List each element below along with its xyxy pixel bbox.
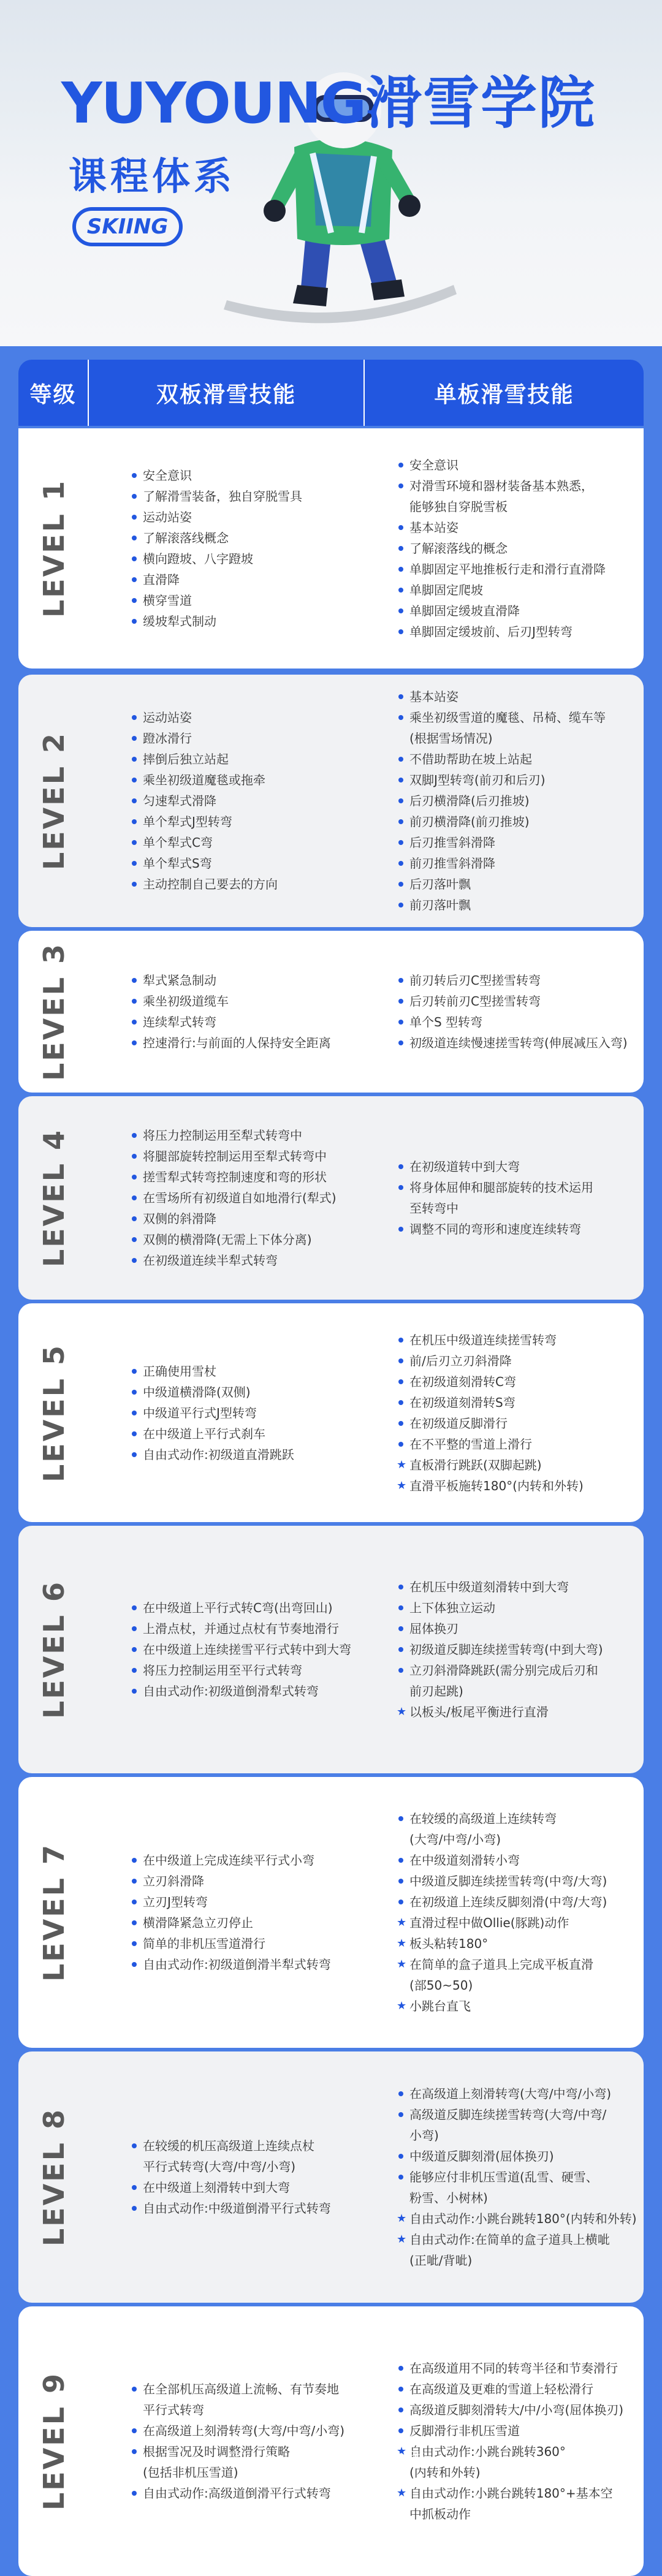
level-label: LEVEL 8 [37, 2107, 70, 2247]
skill-item: 前刃推雪斜滑降 [398, 853, 637, 874]
skill-item: 在中级道上平行式刹车 [132, 1423, 359, 1444]
skill-item: 中级道平行式J型转弯 [132, 1403, 359, 1423]
single-board-skills [365, 1777, 644, 2048]
skill-item: 单脚固定缓坡前、后刃J型转弯 [398, 621, 637, 642]
skill-item: 上下体独立运动 [398, 1597, 637, 1618]
skill-item: ★ 以板头/板尾平衡进行直滑 [398, 1702, 637, 1722]
skill-item: 单脚固定爬坡 [398, 580, 637, 600]
level-cell [18, 1303, 89, 1522]
skill-item: (包括非机压雪道) [143, 2465, 238, 2480]
skill-item: 乘坐初级雪道的魔毯、吊椅、缆车等 [398, 707, 637, 728]
skill-item: 粉雪、小树林) [409, 2191, 488, 2205]
skill-item: 将腿部旋转控制运用至犁式转弯中 [132, 1146, 359, 1167]
skill-item: 初级道反脚连续搓雪转弯(中到大弯) [398, 1639, 637, 1660]
table-row [18, 1526, 644, 1773]
level-cell [18, 2051, 89, 2303]
skill-item: 将身体屈伸和腿部旋转的技术运用 [398, 1177, 637, 1198]
double-board-skills [89, 1777, 365, 2048]
skill-item: 了解滚落线概念 [132, 528, 359, 548]
skill-item: 双侧的横滑降(无需上下体分离) [132, 1229, 359, 1250]
skill-item: 平行式转弯(大弯/中弯/小弯) [143, 2159, 296, 2174]
skill-item: 屈体换刃 [398, 1618, 637, 1639]
skill-item: 在初级道上连续反脚刻滑(中弯/大弯) [398, 1892, 637, 1912]
skill-item: 匀速犁式滑降 [132, 790, 359, 811]
skill-item: 前/后刃立刃斜滑降 [398, 1351, 637, 1371]
skill-item: 自由式动作:中级道倒滑平行式转弯 [132, 2198, 359, 2219]
skill-item: ★ 自由式动作:在简单的盒子道具上横呲 [398, 2229, 637, 2250]
skill-item: 摔倒后独立站起 [132, 749, 359, 770]
skill-item: (大弯/中弯/小弯) [409, 1832, 501, 1847]
skill-item: 蹬冰滑行 [132, 728, 359, 749]
skill-item: 自由式动作:初级道直滑跳跃 [132, 1444, 359, 1465]
skill-item: 后刃落叶飘 [398, 874, 637, 895]
skill-item: 前刃转后刃C型搓雪转弯 [398, 970, 637, 991]
skill-item: 连续犁式转弯 [132, 1012, 359, 1032]
skill-item: 在高级道上刻滑转弯(大弯/中弯/小弯) [398, 2083, 637, 2104]
skill-item: 双脚J型转弯(前刃和后刃) [398, 770, 637, 790]
double-board-skills [89, 2306, 365, 2576]
skill-item: 在高级道用不同的转弯半径和节奏滑行 [398, 2358, 637, 2379]
skill-item: 犁式紧急制动 [132, 970, 359, 991]
skill-item: 在初级道连续半犁式转弯 [132, 1250, 359, 1271]
skill-item: 中级道横滑降(双侧) [132, 1382, 359, 1403]
skill-item: 双侧的斜滑降 [132, 1208, 359, 1229]
skill-item: 不借助帮助在坡上站起 [398, 749, 637, 770]
skill-item: 直滑降 [132, 569, 359, 590]
skill-item: 在初级道转中到大弯 [398, 1156, 637, 1177]
skill-item: 在中级道上平行式转C弯(出弯回山) [132, 1597, 359, 1618]
skill-item: (内转和外转) [409, 2465, 481, 2480]
skill-item: 根据雪况及时调整滑行策略 [132, 2441, 359, 2462]
level-label: LEVEL 5 [37, 1343, 70, 1482]
skill-item: 能够独自穿脱雪板 [409, 499, 508, 514]
level-label: LEVEL 3 [37, 942, 70, 1082]
skill-item: 横滑降紧急立刃停止 [132, 1912, 359, 1933]
skill-item: 后刃推雪斜滑降 [398, 832, 637, 853]
skill-item: 前刃横滑降(前刃推坡) [398, 811, 637, 832]
level-cell [18, 1526, 89, 1773]
skill-item: 在初级道反脚滑行 [398, 1413, 637, 1434]
skill-item: 对滑雪环境和器材装备基本熟悉， [398, 475, 637, 496]
skill-item: 在雪场所有初级道自如地滑行(犁式) [132, 1188, 359, 1208]
table-row [18, 1303, 644, 1522]
skill-item: 在初级道刻滑转C弯 [398, 1371, 637, 1392]
skill-item: 控速滑行:与前面的人保持安全距离 [132, 1032, 359, 1053]
skill-item: ★ 直滑平板施转180°(内转和外转) [398, 1476, 637, 1496]
level-cell [18, 931, 89, 1093]
skill-item: 在高级道及更难的雪道上轻松滑行 [398, 2379, 637, 2400]
skill-item: 安全意识 [398, 455, 637, 475]
skill-item: 简单的非机压雪道滑行 [132, 1933, 359, 1954]
double-board-skills [89, 1303, 365, 1522]
skill-item: 前刃起跳) [409, 1684, 463, 1699]
skiing-badge: SKIING [72, 207, 183, 246]
double-board-skills [89, 428, 365, 669]
single-board-skills [365, 931, 644, 1093]
double-board-skills [89, 2051, 365, 2303]
skill-item: 主动控制自己要去的方向 [132, 874, 359, 895]
single-board-skills [365, 675, 644, 927]
skill-item: 能够应付非机压雪道(乱雪、硬雪、 [398, 2167, 637, 2188]
single-board-skills [365, 428, 644, 669]
skill-item: 立刃斜滑降跳跃(需分别完成后刃和 [398, 1660, 637, 1681]
skill-item: 初级道连续慢速搓雪转弯(伸展减压入弯) [398, 1032, 637, 1053]
skill-item: 在机压中级道连续搓雪转弯 [398, 1330, 637, 1351]
brand-name-cn: 滑雪学院 [365, 70, 596, 136]
skill-item: 自由式动作:高级道倒滑平行式转弯 [132, 2483, 359, 2504]
skill-item: (正呲/背呲) [409, 2253, 473, 2268]
skill-item: 基本站姿 [398, 686, 637, 707]
footer-note: 带 * 为非必须技能 [231, 2450, 431, 2471]
skill-item: 高级道反脚连续搓雪转弯(大弯/中弯/ [398, 2104, 637, 2125]
skill-item: 运动站姿 [132, 507, 359, 528]
skill-item: 自由式动作:初级道倒滑犁式转弯 [132, 1681, 359, 1702]
table-row [18, 428, 644, 669]
skill-item: 前刃落叶飘 [398, 895, 637, 915]
skill-item: 立刃斜滑降 [132, 1871, 359, 1892]
skill-item: ★ 自由式动作:小跳台跳转180°+基本空 [398, 2483, 637, 2504]
skill-item: ★ 板头粘转180° [398, 1933, 637, 1954]
table-row [18, 2051, 644, 2303]
skill-item: 单个犁式C弯 [132, 832, 359, 853]
skill-item: 后刃横滑降(后刃推坡) [398, 790, 637, 811]
skill-item: ★ 在简单的盒子道具上完成平板直滑 [398, 1954, 637, 1975]
table-row [18, 931, 644, 1093]
skill-item: 了解滚落线的概念 [398, 538, 637, 559]
skill-item: 了解滑雪装备，独自穿脱雪具 [132, 486, 359, 507]
skill-item: 至转弯中 [409, 1201, 458, 1216]
skill-item: ★ 直滑过程中做Ollie(豚跳)动作 [398, 1912, 637, 1933]
skill-item: 单个犁式S弯 [132, 853, 359, 874]
skill-item: 调整不同的弯形和速度连续转弯 [398, 1219, 637, 1240]
level-label: LEVEL 2 [37, 731, 70, 871]
skill-item: 在中级道刻滑转小弯 [398, 1850, 637, 1871]
brand-title [61, 58, 596, 139]
skill-item: 在不平整的雪道上滑行 [398, 1434, 637, 1455]
table-row [18, 1777, 644, 2048]
skill-item: 中级道反脚刻滑(屈体换刃) [398, 2146, 637, 2167]
double-board-skills [89, 1526, 365, 1773]
level-cell [18, 1096, 89, 1300]
header-level: 等级 [18, 360, 89, 426]
double-board-skills [89, 675, 365, 927]
skill-item: 单个S 型转弯 [398, 1012, 637, 1032]
skill-item: 单脚固定缓坡直滑降 [398, 600, 637, 621]
skill-item: 基本站姿 [398, 517, 637, 538]
skill-item: 将压力控制运用至平行式转弯 [132, 1660, 359, 1681]
skill-item: 将压力控制运用至犁式转弯中 [132, 1125, 359, 1146]
skill-item: 单个犁式J型转弯 [132, 811, 359, 832]
level-label: LEVEL 7 [37, 1843, 70, 1982]
table-header [18, 360, 644, 426]
skill-item: 自由式动作:初级道倒滑半犁式转弯 [132, 1954, 359, 1975]
level-cell [18, 675, 89, 927]
skill-item: ★ 小跳台直飞 [398, 1996, 637, 2017]
double-board-skills [89, 1096, 365, 1300]
double-board-skills [89, 931, 365, 1093]
header-double-board: 双板滑雪技能 [89, 360, 365, 426]
skill-item: 在中级道上完成连续平行式小弯 [132, 1850, 359, 1871]
skill-item: (根据雪场情况) [409, 731, 493, 746]
skill-item: 运动站姿 [132, 707, 359, 728]
skill-item: 在机压中级道刻滑转中到大弯 [398, 1577, 637, 1597]
skill-item: 中级道反脚连续搓雪转弯(中弯/大弯) [398, 1871, 637, 1892]
skill-item: 在全部机压高级道上流畅、有节奏地 [132, 2379, 359, 2400]
single-board-skills [365, 2051, 644, 2303]
skill-item: (部50~50) [409, 1978, 473, 1993]
skill-item: 上滑点杖，并通过点杖有节奏地滑行 [132, 1618, 359, 1639]
single-board-skills [365, 1526, 644, 1773]
skill-item: 单脚固定平地推板行走和滑行直滑降 [398, 559, 637, 580]
skill-item: 高级道反脚刻滑转大/中/小弯(屈体换刃) [398, 2400, 637, 2420]
skill-item: 乘坐初级道缆车 [132, 991, 359, 1012]
skill-item: 在高级道上刻滑转弯(大弯/中弯/小弯) [132, 2420, 359, 2441]
skill-item: 正确使用雪杖 [132, 1361, 359, 1382]
level-label: LEVEL 9 [37, 2371, 70, 2511]
skill-item: 在较缓的机压高级道上连续点杖 [132, 2135, 359, 2156]
skill-item: 小弯) [409, 2128, 439, 2143]
skill-item: 在初级道刻滑转S弯 [398, 1392, 637, 1413]
level-label: LEVEL 4 [37, 1128, 70, 1268]
skill-item: 在中级道上连续搓雪平行式转中到大弯 [132, 1639, 359, 1660]
skill-item: 在较缓的高级道上连续转弯 [398, 1808, 637, 1829]
skill-item: ★ 直板滑行跳跃(双脚起跳) [398, 1455, 637, 1476]
skill-item: 安全意识 [132, 465, 359, 486]
skill-item: 缓坡犁式制动 [132, 611, 359, 632]
skill-item: 乘坐初级道魔毯或拖牵 [132, 770, 359, 790]
level-label: LEVEL 6 [37, 1580, 70, 1719]
level-label: LEVEL 1 [37, 479, 70, 618]
level-cell [18, 428, 89, 669]
skill-item: 横穿雪道 [132, 590, 359, 611]
level-cell [18, 1777, 89, 2048]
hero-banner [0, 0, 662, 346]
skill-item: 后刃转前刃C型搓雪转弯 [398, 991, 637, 1012]
single-board-skills [365, 2306, 644, 2576]
level-cell [18, 2306, 89, 2576]
single-board-skills [365, 1096, 644, 1300]
table-row [18, 675, 644, 927]
header-single-board: 单板滑雪技能 [434, 382, 574, 407]
skill-item: 中抓板动作 [409, 2507, 471, 2521]
brand-name: YUYOUNG [61, 70, 366, 136]
single-board-skills [365, 1303, 644, 1522]
page-subtitle: 课程体系 [69, 154, 236, 199]
skill-item: 在中级道上刻滑转中到大弯 [132, 2177, 359, 2198]
skill-item: ★ 自由式动作:小跳台跳转360° [398, 2441, 637, 2462]
skill-item: ★ 自由式动作:小跳台跳转180°(内转和外转) [398, 2208, 637, 2229]
skill-item: 横向蹬坡、八字蹬坡 [132, 548, 359, 569]
skill-item: 立刃J型转弯 [132, 1892, 359, 1912]
table-row [18, 1096, 644, 1300]
table-row [18, 2306, 644, 2576]
skill-item: 搓雪犁式转弯控制速度和弯的形状 [132, 1167, 359, 1188]
skill-item: 反脚滑行非机压雪道 [398, 2420, 637, 2441]
skill-item: 平行式转弯 [143, 2403, 204, 2417]
